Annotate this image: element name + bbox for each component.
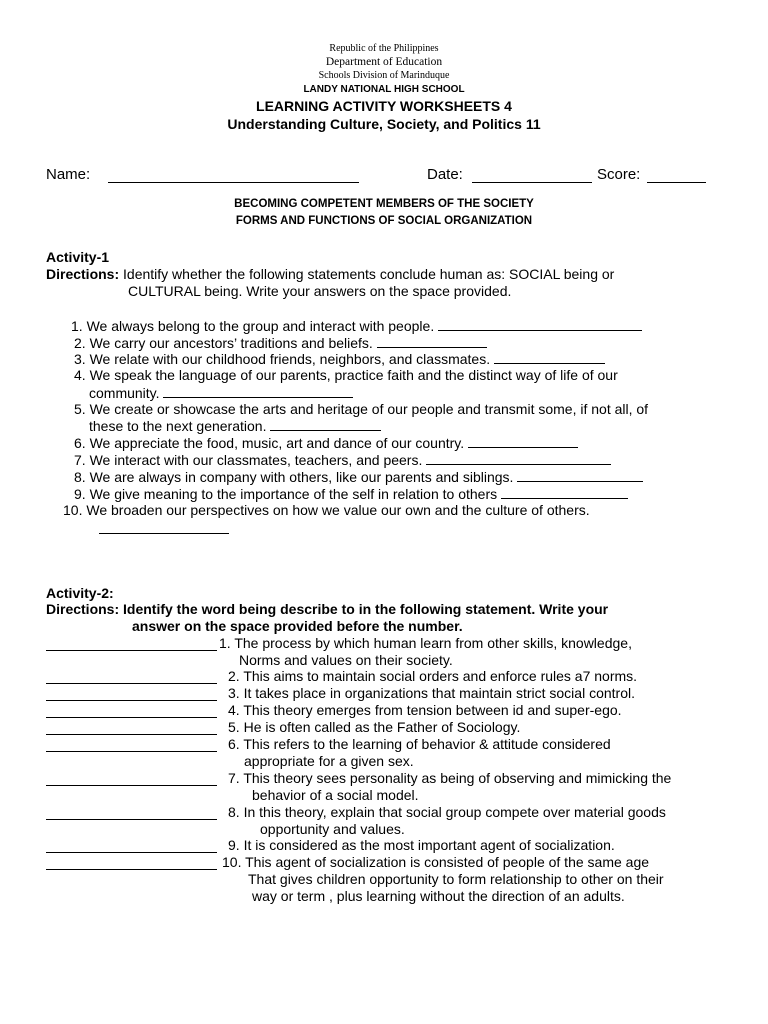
list-item: 4. This theory emerges from tension between id and super-ego. (228, 702, 622, 718)
header-school: LANDY NATIONAL HIGH SCHOOL (303, 84, 465, 95)
answer-blank[interactable] (517, 468, 643, 482)
answer-blank[interactable] (501, 485, 628, 499)
list-item: 8. We are always in company with others, like our parents and siblings. (74, 468, 643, 486)
answer-blank[interactable] (46, 772, 217, 786)
answer-blank[interactable] (46, 738, 217, 752)
list-item-cont: opportunity and values. (260, 821, 405, 837)
activity1-title: Activity-1 (46, 249, 110, 265)
score-blank[interactable] (647, 167, 706, 183)
activity2-directions-2: answer on the space provided before the number. (132, 618, 463, 634)
answer-blank[interactable] (438, 317, 642, 331)
answer-blank[interactable] (163, 384, 353, 398)
answer-blank[interactable] (494, 350, 605, 364)
answer-blank[interactable] (270, 417, 381, 431)
list-item-cont: appropriate for a given sex. (244, 753, 414, 769)
answer-blank[interactable] (46, 806, 217, 820)
answer-blank[interactable] (377, 334, 487, 348)
header-republic: Republic of the Philippines (329, 43, 439, 54)
list-item: 7. We interact with our classmates, teachers, and peers. (74, 451, 611, 469)
list-item-cont: community. (89, 384, 353, 402)
activity2-directions: Directions: Identify the word being describe to in the following statement. Write your (46, 601, 609, 617)
list-item: 6. We appreciate the food, music, art and dance of our country. (74, 434, 578, 452)
list-item: 9. It is considered as the most important agent of socialization. (228, 837, 615, 853)
list-item-cont: way or term , plus learning without the direction of an adults. (252, 888, 625, 904)
list-item: 1. The process by which human learn from other skills, knowledge, (219, 635, 632, 651)
answer-blank[interactable] (46, 721, 217, 735)
list-item-cont: behavior of a social model. (252, 787, 419, 803)
list-item: 10. We broaden our perspectives on how we value our own and the culture of others. (63, 502, 590, 518)
subject-title: Understanding Culture, Society, and Politics 11 (227, 116, 541, 132)
list-item: 5. He is often called as the Father of Sociology. (228, 719, 521, 735)
score-label: Score: (597, 166, 641, 183)
topic-line-1: BECOMING COMPETENT MEMBERS OF THE SOCIETY (234, 198, 534, 210)
answer-blank[interactable] (46, 687, 217, 701)
list-item: 5. We create or showcase the arts and heritage of our people and transmit some, if not all, of (74, 401, 649, 417)
activity2-title: Activity-2: (46, 585, 114, 601)
date-label: Date: (427, 166, 463, 183)
list-item: 2. This aims to maintain social orders and enforce rules a7 norms. (228, 668, 638, 684)
page-title: LEARNING ACTIVITY WORKSHEETS 4 (256, 98, 512, 114)
answer-blank[interactable] (99, 519, 229, 534)
list-item: 2. We carry our ancestors’ traditions and beliefs. (74, 334, 487, 352)
list-item: 9. We give meaning to the importance of the self in relation to others (74, 485, 628, 503)
list-item: 10. This agent of socialization is consisted of people of the same age (222, 854, 650, 870)
answer-blank[interactable] (46, 856, 217, 870)
list-item-cont: these to the next generation. (89, 417, 381, 435)
header-division: Schools Division of Marinduque (318, 70, 450, 81)
list-item: 4. We speak the language of our parents, practice faith and the distinct way of life of our (74, 367, 618, 383)
header-department: Department of Education (325, 56, 443, 68)
name-blank[interactable] (108, 167, 359, 183)
list-item-cont: Norms and values on their society. (239, 652, 453, 668)
answer-blank[interactable] (46, 637, 217, 651)
directions-label: Directions: (46, 266, 120, 282)
directions-text-2: CULTURAL being. Write your answers on the space provided. (128, 283, 512, 299)
list-item: 8. In this theory, explain that social group compete over material goods (228, 804, 666, 820)
list-item: 1. We always belong to the group and interact with people. (71, 317, 642, 335)
list-item-cont: That gives children opportunity to form relationship to other on their (248, 871, 664, 887)
list-item: 6. This refers to the learning of behavior & attitude considered (228, 736, 611, 752)
list-item: 7. This theory sees personality as being of observing and mimicking the (228, 770, 672, 786)
activity1-directions (46, 266, 614, 283)
topic-line-2: FORMS AND FUNCTIONS OF SOCIAL ORGANIZATION (235, 215, 533, 227)
list-item: 3. It takes place in organizations that maintain strict social control. (228, 685, 635, 701)
answer-blank[interactable] (46, 704, 217, 718)
directions-text-1: Identify whether the following statements conclude human as: SOCIAL being or (119, 266, 615, 282)
answer-blank[interactable] (468, 434, 578, 448)
answer-blank[interactable] (46, 670, 217, 684)
list-item: 3. We relate with our childhood friends, neighbors, and classmates. (74, 350, 605, 368)
date-blank[interactable] (472, 167, 592, 183)
name-label: Name: (46, 166, 91, 183)
answer-blank[interactable] (426, 451, 611, 465)
answer-blank[interactable] (46, 839, 217, 853)
